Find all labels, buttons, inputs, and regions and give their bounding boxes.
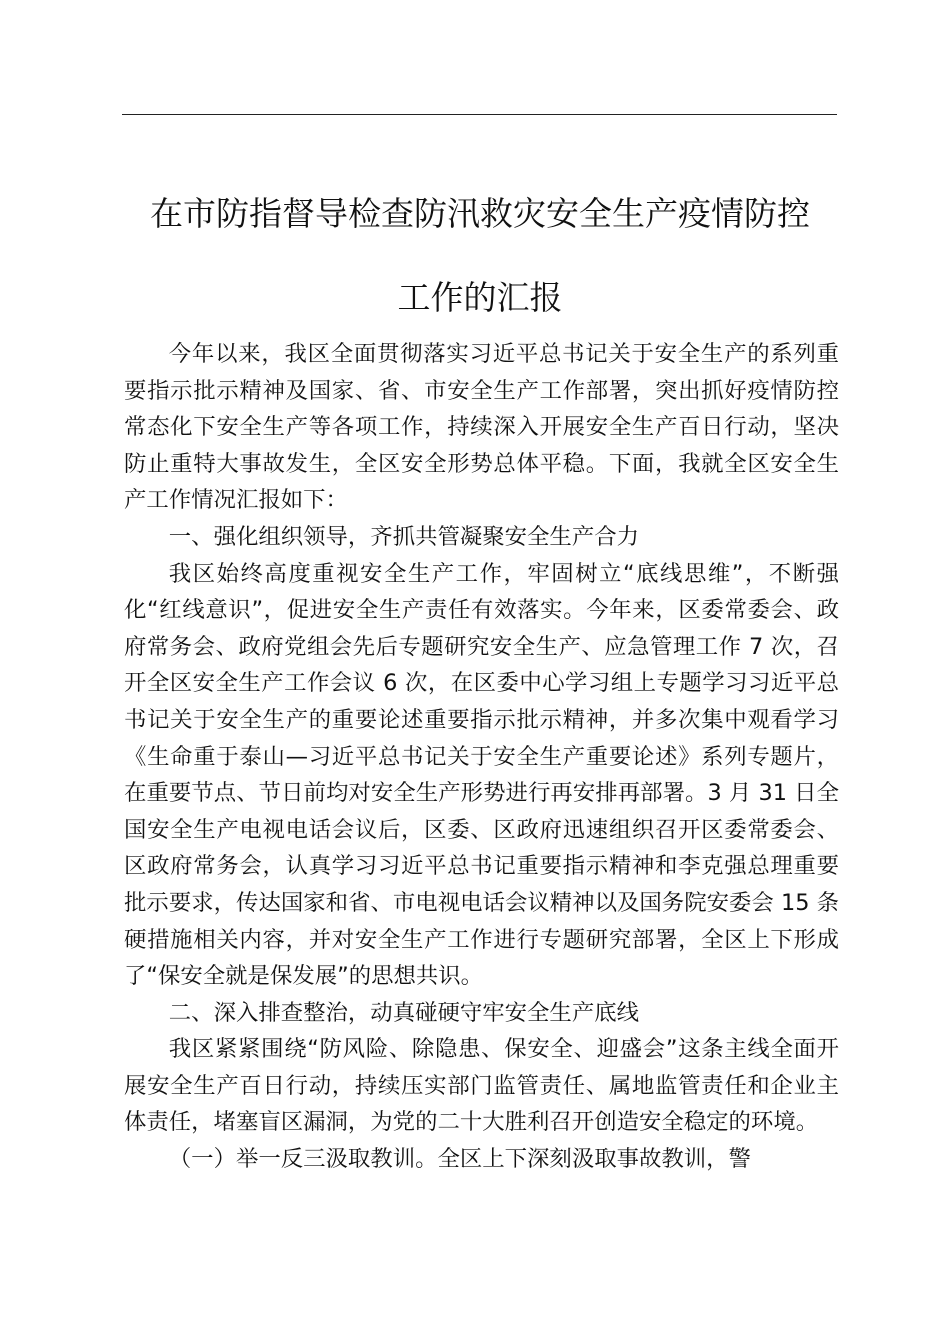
document-title <box>110 172 850 340</box>
section-heading-1: 一、强化组织领导，齐抓共管凝聚安全生产合力 <box>168 523 639 550</box>
body-paragraph: 我区始终高度重视安全生产工作，牢固树立“底线思维”，不断强化“红线意识”，促进安全生产责任有效落实。今年来，区委常委会、政府常务会、政府党组会先后专题研究安全生产、应急管理工作 7 次，召开全区安全生产工作会议 6 次，在区委中心学习组上专题学习习近平总书记关于安全生产的重要论述重要指示批示精神，并多次集中观看学习《生命重于泰山—习近平总书记关于安全生产重要论述》系列专题片，在重要节点、节日前均对安全生产形势进行再安排再部署。3 月 31 日全国安全生产电视电话会议后，区委、区政府迅速组织召开区委常委会、区政府常务会，认真学习习近平总书记重要指示精神和李克强总理重要批示要求，传达国家和省、市电视电话会议精神以及国务院安委会 15 条硬措施相关内容，并对安全生产工作进行专题研究部署，全区上下形成了“保安全就是保发展”的思想共识。 <box>124 560 839 990</box>
title-line-2: 工作的汇报 <box>397 278 563 317</box>
subsection-paragraph: （一）举一反三汲取教训。全区上下深刻汲取事故教训，警 <box>168 1146 751 1173</box>
document-body <box>124 336 839 1178</box>
header-rule <box>122 114 837 115</box>
intro-paragraph: 今年以来，我区全面贯彻落实习近平总书记关于安全生产的系列重要指示批示精神及国家、省、市安全生产工作部署，突出抓好疫情防控常态化下安全生产等各项工作，持续深入开展安全生产百日行动，坚决防止重特大事故发生，全区安全形势总体平稳。下面，我就全区安全生产工作情况汇报如下： <box>124 341 839 514</box>
title-line-1: 在市防指督导检查防汛救灾安全生产疫情防控 <box>150 194 810 233</box>
body-paragraph: 我区紧紧围绕“防风险、除隐患、保安全、迎盛会”这条主线全面开展安全生产百日行动，持续压实部门监管责任、属地监管责任和企业主体责任，堵塞盲区漏洞，为党的二十大胜利召开创造安全稳定的环境。 <box>124 1036 839 1136</box>
section-heading-2: 二、深入排查整治，动真碰硬守牢安全生产底线 <box>168 999 639 1026</box>
